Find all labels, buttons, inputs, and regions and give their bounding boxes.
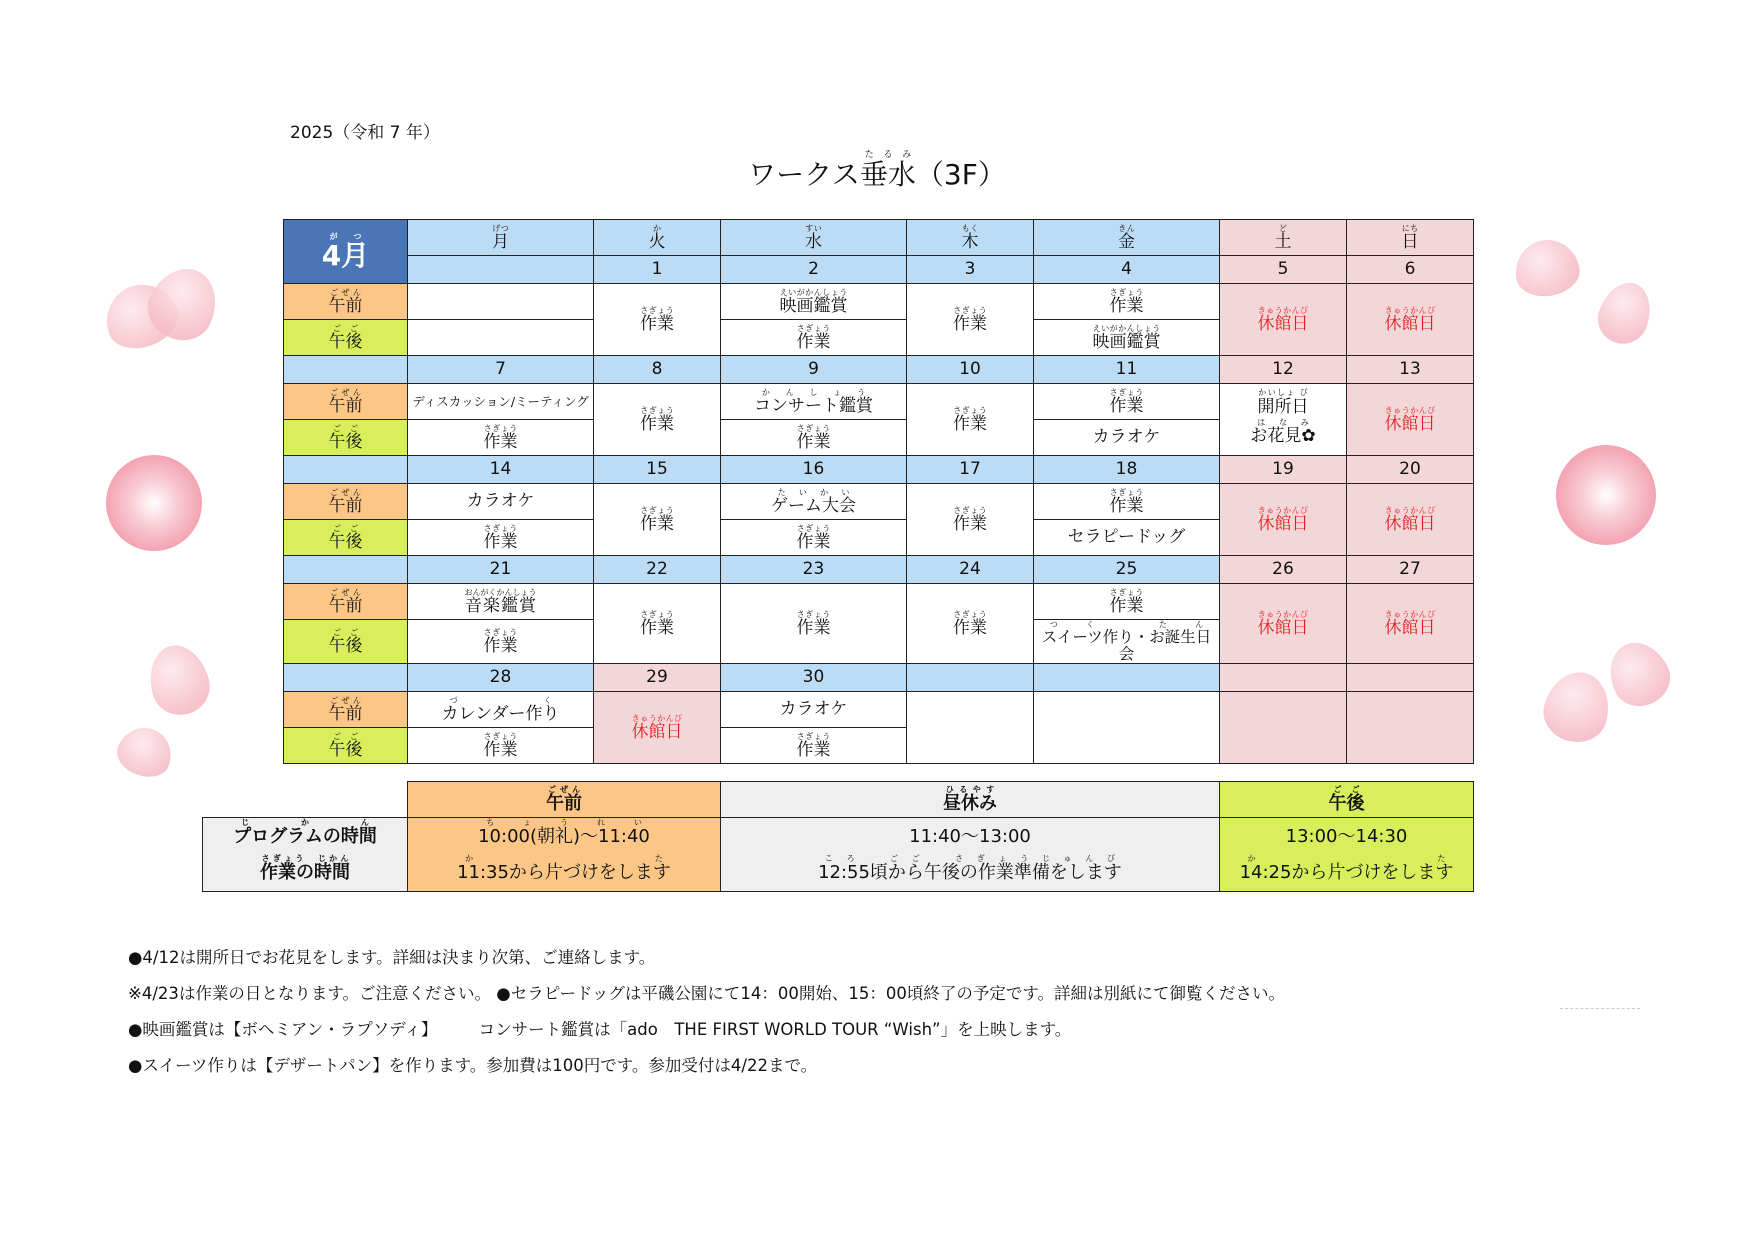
empty-cell [1220,692,1347,764]
cherry-blossom-icon [106,455,202,551]
date-cell: 18 [1034,456,1220,484]
event-cell: セラピードッグ [1034,520,1220,556]
closed-day-cell: 休館日きゅうかんび [594,692,721,764]
date-cell: 15 [594,456,721,484]
note-line: ※4/23は作業の日となります。ご注意ください。 ●セラピードッグは平磯公園にて14：00開始、15：00頃終了の予定です。詳細は別紙にて御覧ください。 [128,984,1286,1003]
event-cell: 作業さぎょう [1034,384,1220,420]
lunch-times: 11:40～13:00 12:55頃から午後の作業準備をしますころ ごご さぎょうじゅんび [721,818,1220,892]
date-cell: 5 [1220,256,1347,284]
event-cell: 作業さぎょう [408,620,594,664]
event-cell: 作業さぎょう [907,284,1034,356]
note-line: ●映画鑑賞は【ボヘミアン・ラプソディ】 コンサート鑑賞は「ado THE FIRST WORLD TOUR “Wish”」を上映します。 [128,1020,1072,1039]
date-cell [1034,664,1220,692]
am-label: 午前ごぜん [284,484,408,520]
am-label: 午前ごぜん [284,384,408,420]
date-cell: 27 [1347,556,1474,584]
weekday-sun: 日にち [1347,220,1474,256]
year-label: 2025（令和 7 年） [290,123,440,143]
weekday-mon: 月げつ [408,220,594,256]
event-cell: 音楽鑑賞おんがくかんしょう [408,584,594,620]
blossom-petal-decoration [1599,633,1679,716]
date-cell [1347,664,1474,692]
event-cell [408,320,594,356]
event-cell: カラオケ [721,692,907,728]
date-cell: 25 [1034,556,1220,584]
divider [1560,1008,1640,1009]
schedule-table [202,781,1474,892]
closed-day-cell: 休館日きゅうかんび [1347,284,1474,356]
empty-cell [1034,692,1220,764]
event-cell: 作業さぎょう [907,384,1034,456]
date-cell: 12 [1220,356,1347,384]
time-row-labels: プログラムの時間じかん 作業の時間さぎょう じかん [203,818,408,892]
event-cell: 作業さぎょう [1034,284,1220,320]
date-cell [1220,664,1347,692]
closed-day-cell: 休館日きゅうかんび [1347,484,1474,556]
month-cell: 4月がつ [284,220,408,284]
date-cell: 14 [408,456,594,484]
date-cell: 30 [721,664,907,692]
date-row-spacer [284,356,408,384]
date-cell: 19 [1220,456,1347,484]
event-cell: 作業さぎょう [721,728,907,764]
date-cell [907,664,1034,692]
am-times: 10:00(朝礼)～11:40ちょうれい 11:35から片づけをしますかた [408,818,721,892]
event-cell: 映画鑑賞えいがかんしょう [1034,320,1220,356]
closed-day-cell: 休館日きゅうかんび [1220,584,1347,664]
event-cell: 作業さぎょう [594,584,721,664]
am-label: 午前ごぜん [284,584,408,620]
date-cell: 26 [1220,556,1347,584]
page-title: ワークス垂水たるみ（3F） [748,150,1006,191]
date-cell: 6 [1347,256,1474,284]
event-cell: 開所日かいしょ び お花見✿はなみ [1220,384,1347,456]
am-label: 午前ごぜん [284,692,408,728]
blossom-petal-decoration [142,639,216,722]
event-cell: 作業さぎょう [721,320,907,356]
closed-day-cell: 休館日きゅうかんび [1347,584,1474,664]
blossom-petal-decoration [1511,235,1584,301]
date-cell: 3 [907,256,1034,284]
event-cell [408,284,594,320]
date-cell: 21 [408,556,594,584]
event-cell: カラオケ [1034,420,1220,456]
date-cell: 9 [721,356,907,384]
monthly-calendar [283,219,1474,764]
blossom-petal-decoration [1591,275,1659,350]
date-row-spacer [284,456,408,484]
cherry-blossom-icon [1556,445,1656,545]
event-cell: 作業さぎょう [594,284,721,356]
weekday-wed: 水すい [721,220,907,256]
date-cell [408,256,594,284]
event-cell: ディスカッション/ミーティング [408,384,594,420]
blossom-petal-decoration [1537,665,1617,749]
date-cell: 13 [1347,356,1474,384]
pm-label: 午後ごご [284,520,408,556]
date-cell: 4 [1034,256,1220,284]
event-cell: 作業さぎょう [594,484,721,556]
date-row-spacer [284,664,408,692]
date-cell: 2 [721,256,907,284]
date-cell: 28 [408,664,594,692]
note-line: ●4/12は開所日でお花見をします。詳細は決まり次第、ご連絡します。 [128,948,656,967]
event-cell: 作業さぎょう [907,584,1034,664]
event-cell: 映画鑑賞えいがかんしょう [721,284,907,320]
date-cell: 20 [1347,456,1474,484]
event-cell: スイーツ作り・お誕生日会つく たん [1034,620,1220,664]
date-cell: 23 [721,556,907,584]
pm-label: 午後ごご [284,620,408,664]
date-cell: 10 [907,356,1034,384]
am-label: 午前ごぜん [284,284,408,320]
closed-day-cell: 休館日きゅうかんび [1220,484,1347,556]
date-cell: 8 [594,356,721,384]
date-cell: 24 [907,556,1034,584]
closed-day-cell: 休館日きゅうかんび [1220,284,1347,356]
pm-label: 午後ごご [284,420,408,456]
lunch-header: 昼休みひるやす [721,782,1220,818]
blossom-petal-decoration [111,720,178,784]
event-cell: 作業さぎょう [594,384,721,456]
date-cell: 1 [594,256,721,284]
empty-corner [203,782,408,818]
date-cell: 11 [1034,356,1220,384]
event-cell: 作業さぎょう [408,520,594,556]
weekday-sat: 土ど [1220,220,1347,256]
am-header: 午前ごぜん [408,782,721,818]
pm-label: 午後ごご [284,320,408,356]
date-cell: 17 [907,456,1034,484]
event-cell: カレンダー作りづく [408,692,594,728]
empty-cell [1347,692,1474,764]
event-cell: 作業さぎょう [1034,484,1220,520]
pm-label: 午後ごご [284,728,408,764]
event-cell: 作業さぎょう [408,420,594,456]
empty-cell [907,692,1034,764]
weekday-thu: 木もく [907,220,1034,256]
date-cell: 7 [408,356,594,384]
date-cell: 29 [594,664,721,692]
date-cell: 22 [594,556,721,584]
event-cell: カラオケ [408,484,594,520]
event-cell: 作業さぎょう [721,520,907,556]
weekday-tue: 火か [594,220,721,256]
event-cell: 作業さぎょう [907,484,1034,556]
event-cell: コンサート鑑賞かんしょう [721,384,907,420]
note-line: ●スイーツ作りは【デザートパン】を作ります。参加費は100円です。参加受付は4/22まで。 [128,1056,818,1075]
event-cell: 作業さぎょう [721,420,907,456]
closed-day-cell: 休館日きゅうかんび [1347,384,1474,456]
pm-times: 13:00～14:30 14:25から片づけをしますかた [1220,818,1474,892]
notes-section [128,940,1285,1084]
date-cell: 16 [721,456,907,484]
pm-header: 午後ごご [1220,782,1474,818]
event-cell: ゲーム大会たいかい [721,484,907,520]
weekday-fri: 金きん [1034,220,1220,256]
date-row-spacer [284,556,408,584]
event-cell: 作業さぎょう [408,728,594,764]
event-cell: 作業さぎょう [1034,584,1220,620]
event-cell: 作業さぎょう [721,584,907,664]
